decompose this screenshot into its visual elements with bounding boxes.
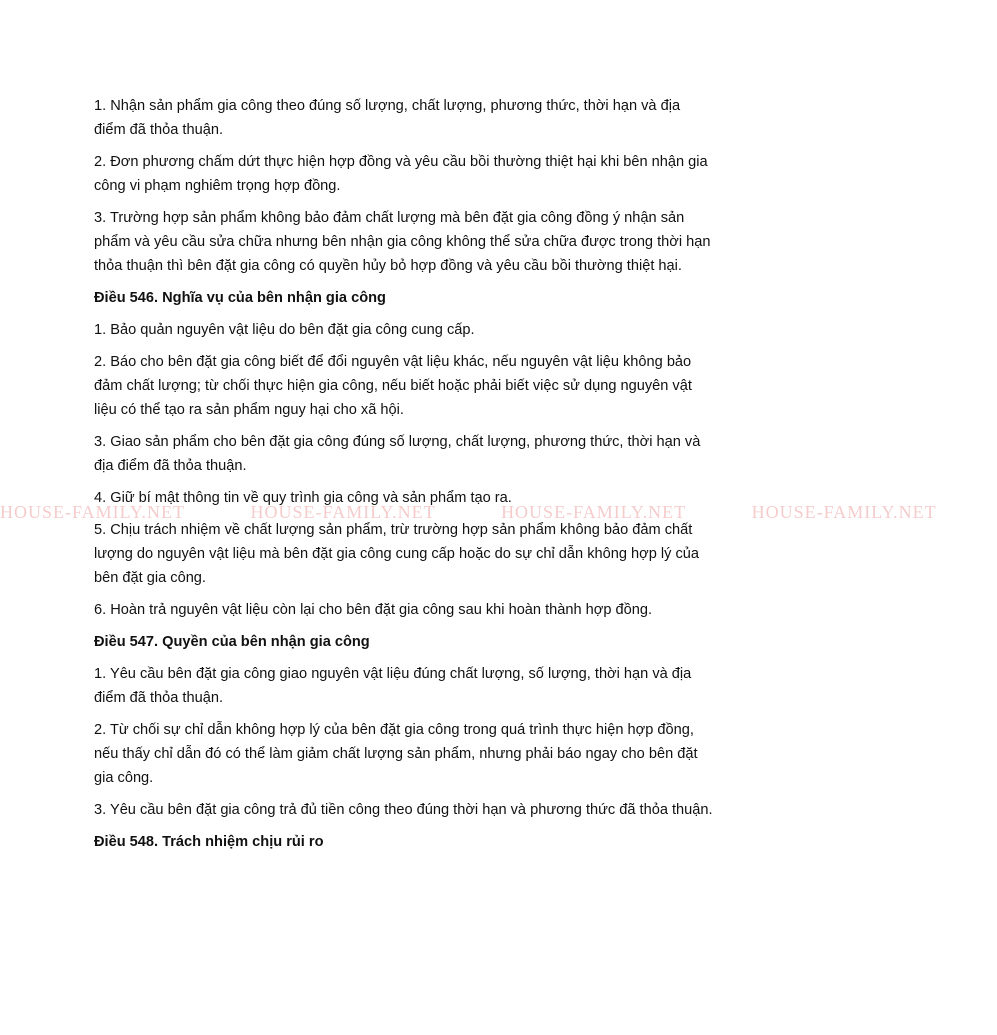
clause-paragraph: 2. Đơn phương chấm dứt thực hiện hợp đồng và yêu cầu bồi thường thiệt hại khi bên nhận gia công vi phạm nghiêm trọng hợp đồng. xyxy=(94,154,708,194)
article-heading: Điều 547. Quyền của bên nhận gia công xyxy=(94,634,370,650)
watermark-text: HOUSE-FAMILY.NET xyxy=(501,502,687,522)
clause-paragraph: 3. Yêu cầu bên đặt gia công trả đủ tiền công theo đúng thời hạn và phương thức đã thỏa thuận. xyxy=(94,802,713,818)
watermark-text: HOUSE-FAMILY.NET xyxy=(0,502,186,522)
clause-paragraph: 1. Bảo quản nguyên vật liệu do bên đặt gia công cung cấp. xyxy=(94,322,475,338)
clause-paragraph: 2. Báo cho bên đặt gia công biết để đổi nguyên vật liệu khác, nếu nguyên vật liệu không bảo đảm chất lượng; từ chối thực hiện gia công, nếu biết hoặc phải biết việc sử dụng nguyên vật liệu có thể tạo ra sản phẩm nguy hại cho xã hội. xyxy=(94,354,692,418)
clause-paragraph: 6. Hoàn trả nguyên vật liệu còn lại cho bên đặt gia công sau khi hoàn thành hợp đồng. xyxy=(94,602,653,618)
clause-paragraph: 1. Nhận sản phẩm gia công theo đúng số lượng, chất lượng, phương thức, thời hạn và địa điểm đã thỏa thuận. xyxy=(94,98,681,138)
clause-paragraph: 3. Giao sản phẩm cho bên đặt gia công đúng số lượng, chất lượng, phương thức, thời hạn và địa điểm đã thỏa thuận. xyxy=(94,434,701,474)
clause-paragraph: 5. Chịu trách nhiệm về chất lượng sản phẩm, trừ trường hợp sản phẩm không bảo đảm chất lượng do nguyên vật liệu mà bên đặt gia công cung cấp hoặc do sự chỉ dẫn không hợp lý của bên đặt gia công. xyxy=(94,522,699,586)
clause-paragraph: 3. Trường hợp sản phẩm không bảo đảm chất lượng mà bên đặt gia công đồng ý nhận sản phẩm và yêu cầu sửa chữa nhưng bên nhận gia công không thể sửa chữa được trong thời hạn thỏa thuận thì bên đặt gia công có quyền hủy bỏ hợp đồng và yêu cầu bồi thường thiệt hại. xyxy=(94,210,711,274)
watermark-text: HOUSE-FAMILY.NET xyxy=(250,502,436,522)
clause-paragraph: 1. Yêu cầu bên đặt gia công giao nguyên vật liệu đúng chất lượng, số lượng, thời hạn và địa điểm đã thỏa thuận. xyxy=(94,666,692,706)
article-heading: Điều 548. Trách nhiệm chịu rủi ro xyxy=(94,834,324,850)
clause-paragraph: 2. Từ chối sự chỉ dẫn không hợp lý của bên đặt gia công trong quá trình thực hiện hợp đồng, nếu thấy chỉ dẫn đó có thể làm giảm chất lượng sản phẩm, nhưng phải báo ngay cho bên đặt gia công. xyxy=(94,722,698,786)
document-body xyxy=(94,94,714,862)
clause-paragraph: 4. Giữ bí mật thông tin về quy trình gia công và sản phẩm tạo ra. xyxy=(94,490,512,506)
watermark-text: HOUSE-FAMILY.NET xyxy=(751,502,937,522)
article-heading: Điều 546. Nghĩa vụ của bên nhận gia công xyxy=(94,290,386,306)
